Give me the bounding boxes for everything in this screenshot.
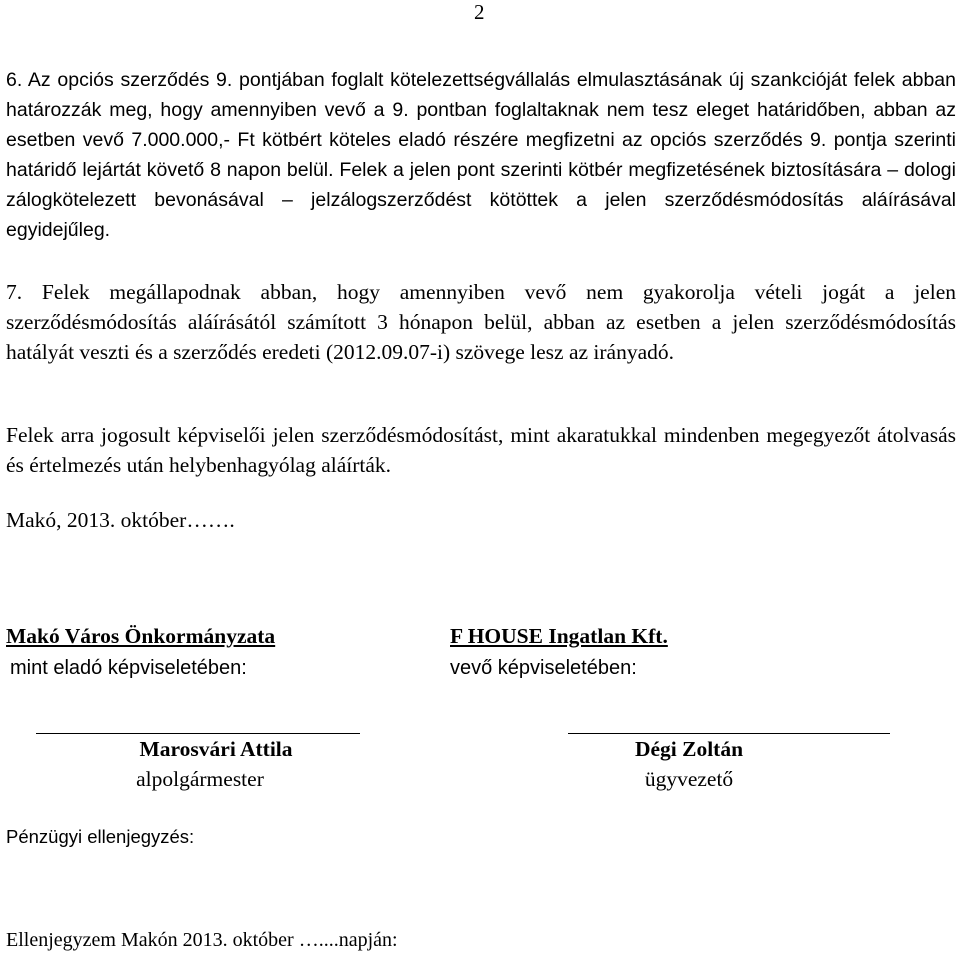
closing-paragraph: Felek arra jogosult képviselői jelen szerződésmódosítást, mint akaratukkal mindenben megegyezőt átolvasás és értelmezés után helybenhagyólag aláírták. <box>6 423 956 477</box>
paragraph-7: 7. Felek megállapodnak abban, hogy amennyiben vevő nem gyakorolja vételi jogát a jelen szerződésmódosítás aláírásától számított 3 hónapon belül, abban az esetben a jelen szerződésmódosítás hatályát veszti és a szerződés eredeti (2012.09.07-i) szövege lesz az irányadó. <box>6 280 956 364</box>
place-date: Makó, 2013. október……. <box>6 508 235 532</box>
page-number: 2 <box>474 0 485 24</box>
right-signer-title: ügyvezető <box>644 767 734 791</box>
left-signer-name: Marosvári Attila <box>139 737 293 761</box>
registration-line: Ellenjegyzem Makón 2013. október …....napján: <box>6 929 398 951</box>
right-signature-line <box>568 733 890 734</box>
countersign-label: Pénzügyi ellenjegyzés: <box>6 826 195 847</box>
right-party-name: F HOUSE Ingatlan Kft. <box>450 624 668 648</box>
left-signer-title: alpolgármester <box>136 767 264 791</box>
left-party-name: Makó Város Önkormányzata <box>6 624 276 648</box>
right-signer-name: Dégi Zoltán <box>634 737 744 761</box>
paragraph-6: 6. Az opciós szerződés 9. pontjában foglalt kötelezettségvállalás elmulasztásának új szankcióját felek abban határozzák meg, hogy amennyiben vevő a 9. pontban foglaltaknak nem tesz eleget határidőben, abban az esetben vevő 7.000.000,- Ft kötbért köteles eladó részére megfizetni az opciós szerződés 9. pontja szerinti határidő lejártát követő 8 napon belül. Felek a jelen pont szerinti kötbér megfizetésének biztosítására – dologi zálogkötelezett bevonásával – jelzálogszerződést kötöttek a jelen szerződésmódosítás aláírásával egyidejűleg. <box>6 69 956 241</box>
left-signature-line <box>36 733 360 734</box>
left-party-role: mint eladó képviseletében: <box>10 657 247 679</box>
right-party-role: vevő képviseletében: <box>450 657 637 679</box>
